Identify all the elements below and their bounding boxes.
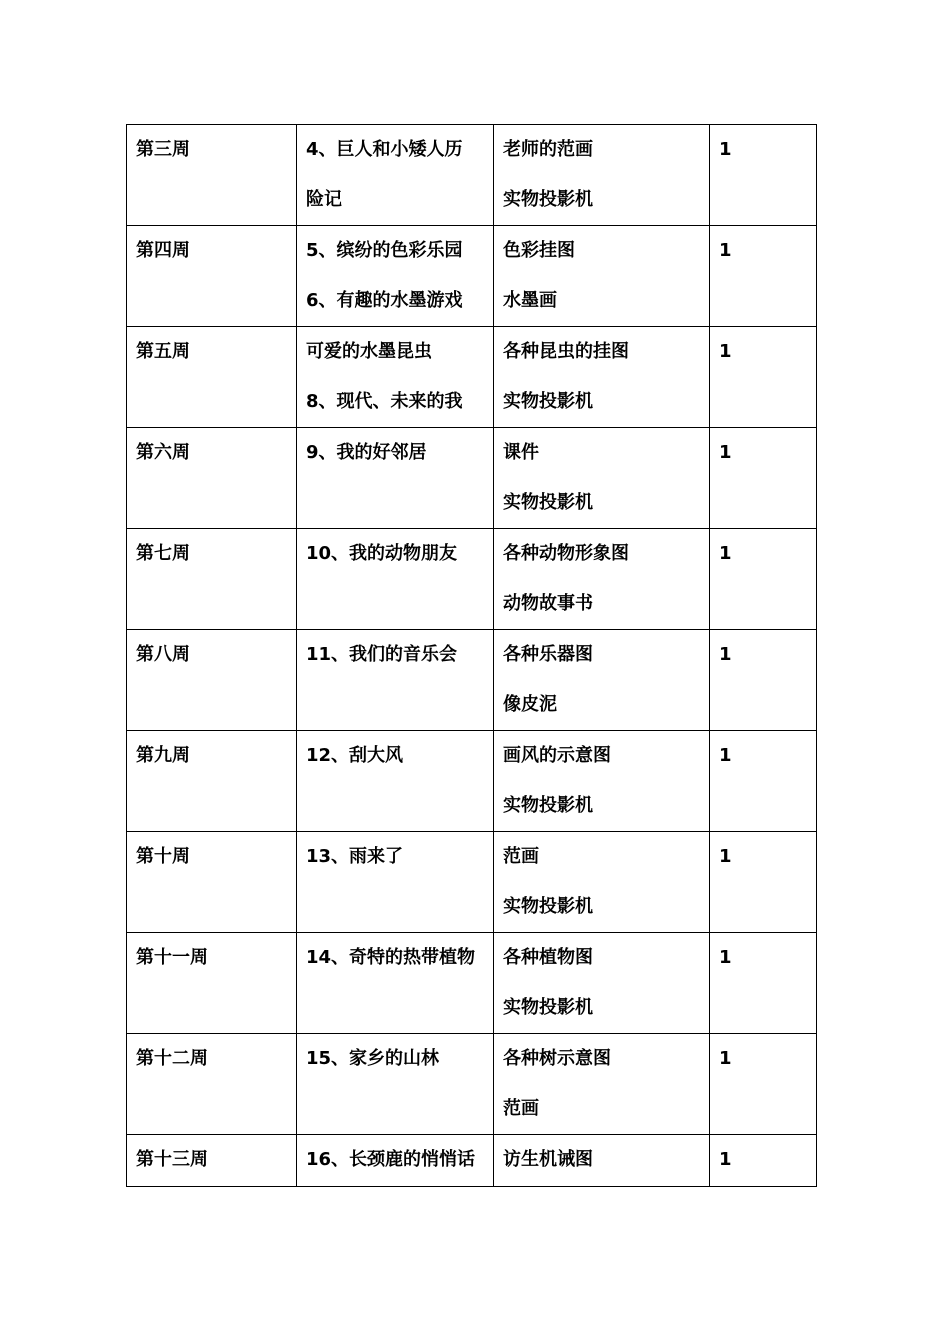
materials-cell xyxy=(494,529,710,630)
table-row xyxy=(127,428,817,529)
lesson-cell xyxy=(297,125,494,226)
hours-value: 1 xyxy=(719,846,732,867)
lesson-line: 5、缤纷的色彩乐园 xyxy=(306,240,463,261)
table-row xyxy=(127,529,817,630)
hours-value: 1 xyxy=(719,1048,732,1069)
hours-value: 1 xyxy=(719,240,732,261)
material-line: 老师的范画 xyxy=(503,139,593,160)
hours-value: 1 xyxy=(719,947,732,968)
week-label: 第三周 xyxy=(136,139,190,160)
lesson-cell xyxy=(297,1135,494,1187)
week-label: 第六周 xyxy=(136,442,190,463)
week-cell xyxy=(127,933,297,1034)
week-cell xyxy=(127,125,297,226)
lesson-line: 12、刮大风 xyxy=(306,745,404,766)
hours-cell xyxy=(710,125,817,226)
lesson-cell xyxy=(297,731,494,832)
lesson-line: 14、奇特的热带植物 xyxy=(306,947,476,968)
week-cell xyxy=(127,731,297,832)
material-line: 实物投影机 xyxy=(503,997,593,1018)
lesson-cell xyxy=(297,327,494,428)
material-line: 访生机诫图 xyxy=(503,1149,593,1170)
hours-cell xyxy=(710,428,817,529)
material-line: 各种动物形象图 xyxy=(503,543,629,564)
week-label: 第八周 xyxy=(136,644,190,665)
table-row xyxy=(127,125,817,226)
lesson-cell xyxy=(297,1034,494,1135)
material-line: 色彩挂图 xyxy=(503,240,575,261)
hours-value: 1 xyxy=(719,341,732,362)
hours-cell xyxy=(710,1135,817,1187)
lesson-line: 8、现代、未来的我 xyxy=(306,391,463,412)
materials-cell xyxy=(494,226,710,327)
hours-value: 1 xyxy=(719,1149,732,1170)
hours-cell xyxy=(710,933,817,1034)
schedule-table xyxy=(126,124,817,1187)
material-line: 各种昆虫的挂图 xyxy=(503,341,629,362)
week-label: 第十一周 xyxy=(136,947,208,968)
lesson-line: 9、我的好邻居 xyxy=(306,442,427,463)
table-row xyxy=(127,933,817,1034)
week-cell xyxy=(127,428,297,529)
table-row xyxy=(127,1135,817,1187)
material-line: 实物投影机 xyxy=(503,189,593,210)
hours-value: 1 xyxy=(719,139,732,160)
hours-cell xyxy=(710,832,817,933)
lesson-cell xyxy=(297,529,494,630)
week-cell xyxy=(127,529,297,630)
lesson-line: 险记 xyxy=(306,189,342,210)
hours-cell xyxy=(710,731,817,832)
week-cell xyxy=(127,327,297,428)
lesson-line: 可爱的水墨昆虫 xyxy=(306,341,432,362)
lesson-line: 4、巨人和小矮人历 xyxy=(306,139,463,160)
lesson-line: 10、我的动物朋友 xyxy=(306,543,458,564)
hours-value: 1 xyxy=(719,543,732,564)
lesson-cell xyxy=(297,226,494,327)
lesson-line: 11、我们的音乐会 xyxy=(306,644,458,665)
hours-cell xyxy=(710,630,817,731)
week-cell xyxy=(127,832,297,933)
materials-cell xyxy=(494,1135,710,1187)
hours-value: 1 xyxy=(719,442,732,463)
week-cell xyxy=(127,1135,297,1187)
lesson-cell xyxy=(297,933,494,1034)
material-line: 实物投影机 xyxy=(503,795,593,816)
week-cell xyxy=(127,226,297,327)
week-label: 第五周 xyxy=(136,341,190,362)
hours-cell xyxy=(710,226,817,327)
hours-cell xyxy=(710,1034,817,1135)
lesson-cell xyxy=(297,832,494,933)
material-line: 课件 xyxy=(503,442,539,463)
lesson-cell xyxy=(297,630,494,731)
materials-cell xyxy=(494,933,710,1034)
hours-cell xyxy=(710,529,817,630)
material-line: 各种乐器图 xyxy=(503,644,593,665)
week-label: 第十二周 xyxy=(136,1048,208,1069)
materials-cell xyxy=(494,327,710,428)
hours-value: 1 xyxy=(719,644,732,665)
week-cell xyxy=(127,630,297,731)
table-row xyxy=(127,832,817,933)
week-label: 第七周 xyxy=(136,543,190,564)
materials-cell xyxy=(494,731,710,832)
material-line: 实物投影机 xyxy=(503,492,593,513)
materials-cell xyxy=(494,1034,710,1135)
lesson-line: 13、雨来了 xyxy=(306,846,404,867)
material-line: 范画 xyxy=(503,846,539,867)
material-line: 实物投影机 xyxy=(503,896,593,917)
schedule-body xyxy=(127,125,817,1187)
hours-cell xyxy=(710,327,817,428)
week-label: 第十三周 xyxy=(136,1149,208,1170)
material-line: 动物故事书 xyxy=(503,593,593,614)
lesson-line: 6、有趣的水墨游戏 xyxy=(306,290,463,311)
week-label: 第九周 xyxy=(136,745,190,766)
table-row xyxy=(127,1034,817,1135)
lesson-line: 16、长颈鹿的悄悄话 xyxy=(306,1149,476,1170)
material-line: 画风的示意图 xyxy=(503,745,611,766)
table-row xyxy=(127,226,817,327)
material-line: 范画 xyxy=(503,1098,539,1119)
lesson-line: 15、家乡的山林 xyxy=(306,1048,440,1069)
lesson-cell xyxy=(297,428,494,529)
week-label: 第十周 xyxy=(136,846,190,867)
week-cell xyxy=(127,1034,297,1135)
table-row xyxy=(127,630,817,731)
material-line: 实物投影机 xyxy=(503,391,593,412)
table-row xyxy=(127,731,817,832)
hours-value: 1 xyxy=(719,745,732,766)
material-line: 水墨画 xyxy=(503,290,557,311)
material-line: 各种植物图 xyxy=(503,947,593,968)
materials-cell xyxy=(494,428,710,529)
material-line: 像皮泥 xyxy=(503,694,557,715)
materials-cell xyxy=(494,832,710,933)
material-line: 各种树示意图 xyxy=(503,1048,611,1069)
table-row xyxy=(127,327,817,428)
materials-cell xyxy=(494,630,710,731)
week-label: 第四周 xyxy=(136,240,190,261)
materials-cell xyxy=(494,125,710,226)
